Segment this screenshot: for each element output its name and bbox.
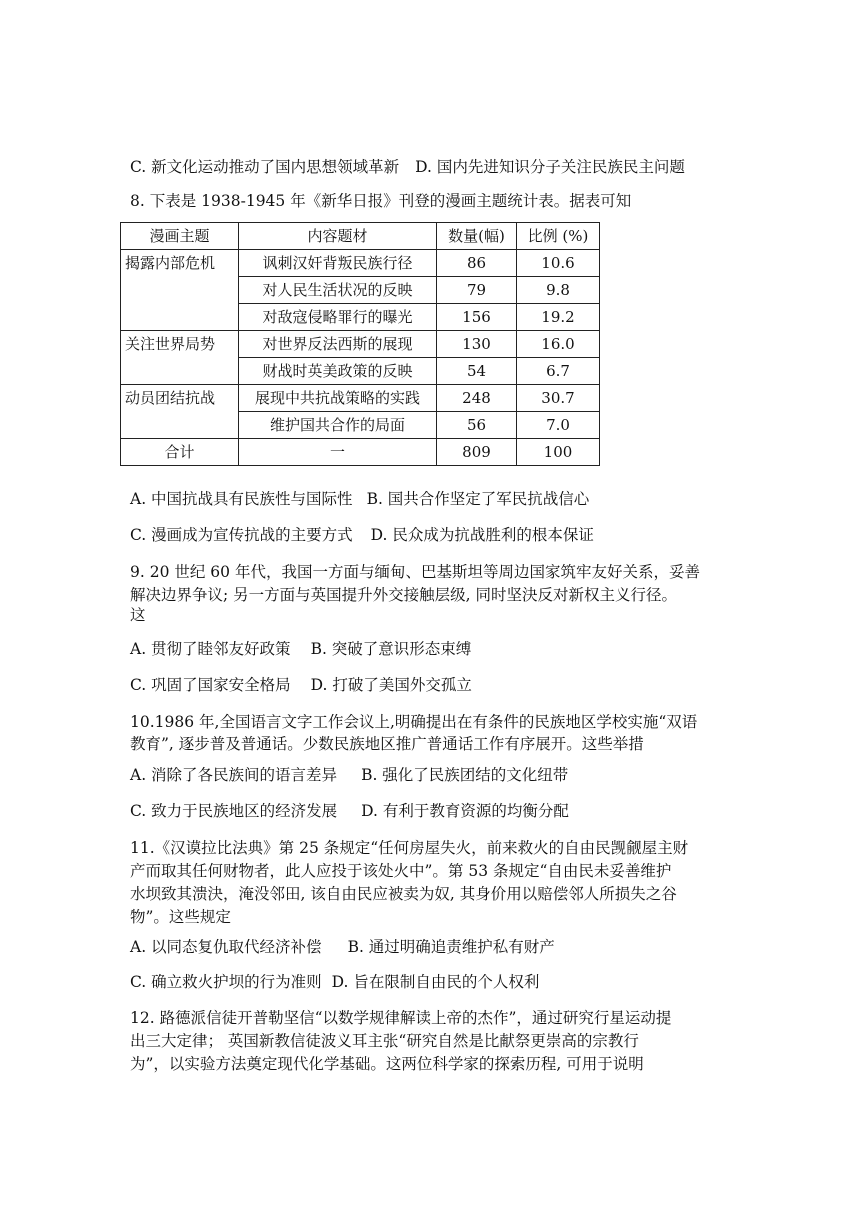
q12-stem-line-2: 出三大定律； 英国新教信徒波义耳主张“研究自然是比献祭更崇高的宗教行 — [130, 1032, 639, 1050]
table-content-cell: 对敌寇侵略罪行的曝光 — [239, 304, 437, 331]
table-total-content: 一 — [239, 439, 437, 466]
q12-stem-line-1: 12. 路德派信徒开普勒坚信“以数学规律解读上帝的杰作”，通过研究行星运动提 — [130, 1009, 672, 1027]
table-count-cell: 156 — [437, 304, 517, 331]
q9-option-a: A. 贯彻了睦邻友好政策 — [130, 640, 291, 658]
q10-option-a: A. 消除了各民族间的语言差异 — [130, 766, 338, 784]
table-header-cell: 漫画主题 — [121, 223, 239, 250]
q9-options-row-2 — [130, 675, 472, 695]
q12-stem-line-3: 为”，以实验方法奠定现代化学基础。这两位科学家的探索历程, 可用于说明 — [130, 1055, 644, 1073]
q10-option-c: C. 致力于民族地区的经济发展 — [130, 802, 338, 820]
q10-options-row-2 — [130, 801, 569, 821]
table-content-cell: 展现中共抗战策略的实践 — [239, 385, 437, 412]
table-header-row — [121, 223, 600, 250]
table-header-cell: 数量(幅) — [437, 223, 517, 250]
q9-stem-line-3: 这 — [130, 606, 146, 624]
q11-stem-line-4: 物”。这些规定 — [130, 908, 231, 926]
q11-options-row-1 — [130, 937, 555, 957]
table-count-cell: 79 — [437, 277, 517, 304]
table-header-cell: 比例 (%) — [517, 223, 600, 250]
table-row — [121, 385, 600, 412]
q10-stem-line-1: 10.1986 年,全国语言文字工作会议上,明确提出在有条件的民族地区学校实施“双语 — [130, 713, 698, 731]
q10-options-row-1 — [130, 765, 568, 785]
table-ratio-cell: 10.6 — [517, 250, 600, 277]
q10-option-d: D. 有利于教育资源的均衡分配 — [361, 802, 569, 820]
q7-option-c: C. 新文化运动推动了国内思想领域革新 — [130, 158, 400, 176]
q11-option-a: A. 以同态复仇取代经济补偿 — [130, 938, 322, 956]
table-total-ratio: 100 — [517, 439, 600, 466]
table-total-label: 合计 — [121, 439, 239, 466]
q11-option-b: B. 通过明确追责维护私有财产 — [347, 938, 555, 956]
q8-option-b: B. 国共合作坚定了军民抗战信心 — [366, 490, 590, 508]
q11-stem-line-1: 11.《汉谟拉比法典》第 25 条规定“任何房屋失火，前来救火的自由民觊觎屋主财 — [130, 839, 689, 857]
q9-options-row-1 — [130, 639, 471, 659]
q9-stem-line-2: 解决边界争议; 另一方面与英国提升外交接触层级, 同时坚決反对新权主义行径。 — [130, 586, 678, 604]
q9-option-d: D. 打破了美国外交孤立 — [310, 676, 472, 694]
q9-stem-line-1: 9. 20 世纪 60 年代，我国一方面与缅甸、巴基斯坦等周边国家筑牢友好关系，妥善 — [130, 563, 700, 581]
q7-options-row — [130, 157, 685, 177]
q9-option-c: C. 巩固了国家安全格局 — [130, 676, 291, 694]
q11-stem-line-2: 产而取其任何财物者，此人应投于该处火中”。第 53 条规定“自由民未妥善维护 — [130, 862, 672, 880]
q8-stem: 8. 下表是 1938-1945 年《新华日报》刊登的漫画主题统计表。据表可知 — [130, 192, 632, 210]
table-header-cell: 内容题材 — [239, 223, 437, 250]
table-total-count: 809 — [437, 439, 517, 466]
table-theme-cell: 关注世界局势 — [121, 331, 239, 385]
table-row — [121, 331, 600, 358]
q11-options-row-2 — [130, 972, 539, 992]
q8-options-row-2 — [130, 525, 594, 545]
q11-stem-line-3: 水坝致其溃決，淹没邻田, 该自由民应被卖为奴, 其身价用以赔偿邻人所损失之谷 — [130, 885, 677, 903]
q8-option-d: D. 民众成为抗战胜利的根本保证 — [370, 526, 594, 544]
q11-option-c: C. 确立救火护坝的行为准则 — [130, 973, 322, 991]
q10-stem-line-2: 教育”, 逐步普及普通话。少数民族地区推广普通话工作有序展开。这些举措 — [130, 735, 644, 753]
q8-option-a: A. 中国抗战具有民族性与国际性 — [130, 490, 353, 508]
table-ratio-cell: 16.0 — [517, 331, 600, 358]
table-content-cell: 对世界反法西斯的展现 — [239, 331, 437, 358]
q8-options-row-1 — [130, 489, 589, 509]
table-count-cell: 248 — [437, 385, 517, 412]
table-content-cell: 财战时英美政策的反映 — [239, 358, 437, 385]
table-theme-cell: 动员团结抗战 — [121, 385, 239, 439]
table-count-cell: 86 — [437, 250, 517, 277]
table-total-row — [121, 439, 600, 466]
table-ratio-cell: 30.7 — [517, 385, 600, 412]
table-content-cell: 对人民生活状况的反映 — [239, 277, 437, 304]
q10-option-b: B. 强化了民族团结的文化纽带 — [361, 766, 569, 784]
table-row — [121, 250, 600, 277]
table-theme-cell: 揭露内部危机 — [121, 250, 239, 331]
q7-option-d: D. 国内先进知识分子关注民族民主问题 — [415, 158, 685, 176]
table-content-cell: 维护国共合作的局面 — [239, 412, 437, 439]
table-ratio-cell: 19.2 — [517, 304, 600, 331]
q8-statistics-table — [120, 222, 600, 466]
table-ratio-cell: 6.7 — [517, 358, 600, 385]
q9-option-b: B. 突破了意识形态束缚 — [310, 640, 472, 658]
table-content-cell: 讽刺汉奸背叛民族行径 — [239, 250, 437, 277]
table-count-cell: 54 — [437, 358, 517, 385]
table-count-cell: 130 — [437, 331, 517, 358]
table-ratio-cell: 7.0 — [517, 412, 600, 439]
table-count-cell: 56 — [437, 412, 517, 439]
table-ratio-cell: 9.8 — [517, 277, 600, 304]
q8-option-c: C. 漫画成为宣传抗战的主要方式 — [130, 526, 353, 544]
q11-option-d: D. 旨在限制自由民的个人权利 — [331, 973, 540, 991]
